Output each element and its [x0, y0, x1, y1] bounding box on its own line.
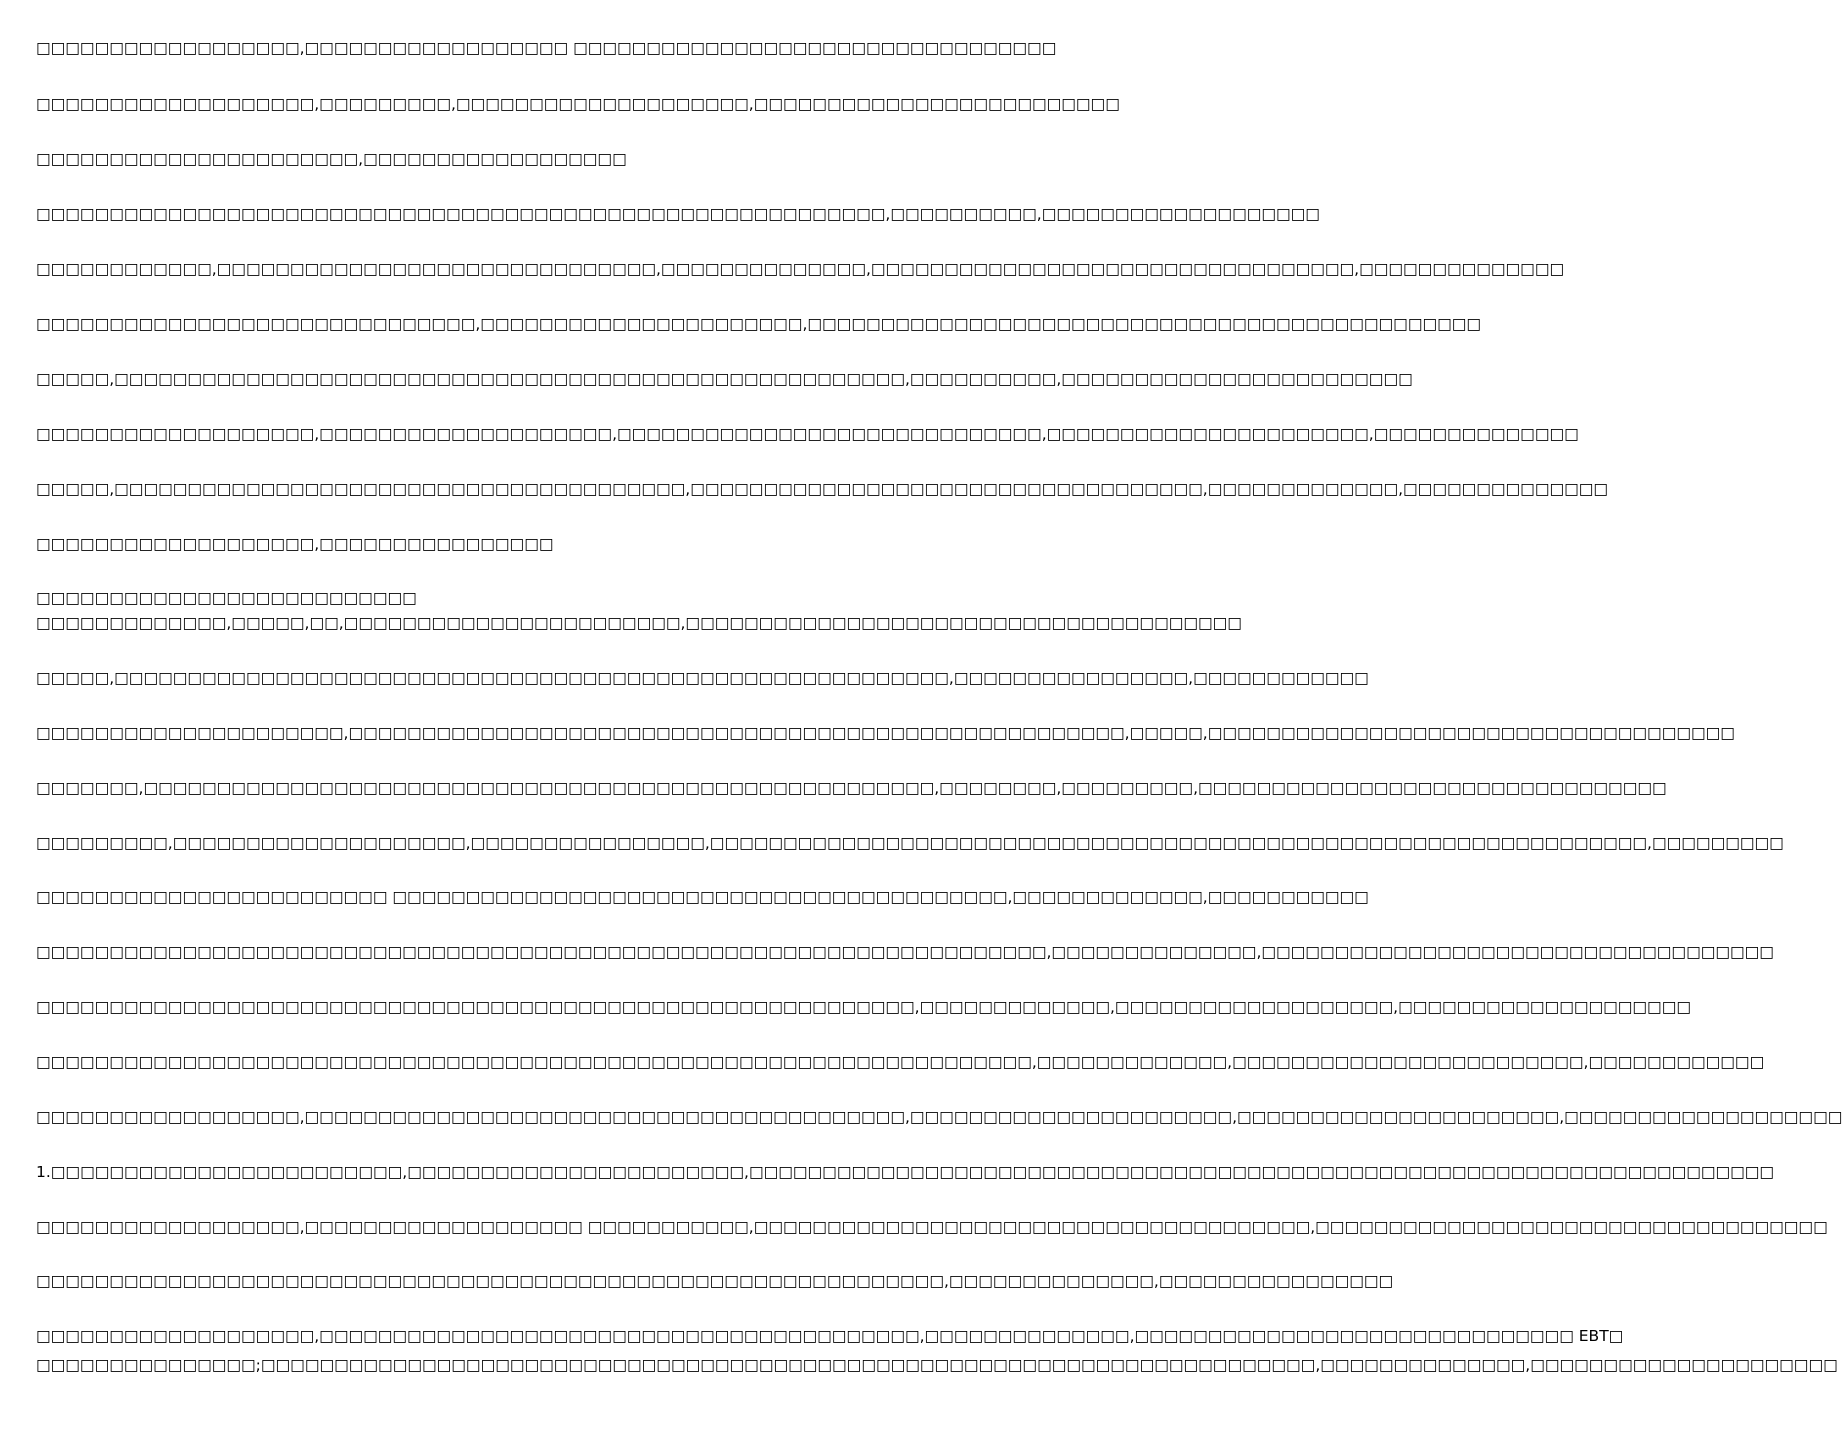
text-line-16: □□□□□□□□□□□□□□□□□□□□□□□□ □□□□□□□□□□□□□□□□□□□□□□□□□□□□□□□□□□□□□□□□□□,□□□□□□□□□□□□□,□□□□□□□□□□□ — [36, 888, 1369, 906]
text-line-22: □□□□□□□□□□□□□□□□□□,□□□□□□□□□□□□□□□□□□□ □□□□□□□□□□□,□□□□□□□□□□□□□□□□□□□□□□□□□□□□□□□□□□□□□□,□□□□□□□□□□□□□□□□□□□□□□□□□□□□□□□□□□□ — [36, 1218, 1828, 1236]
text-line-19: □□□□□□□□□□□□□□□□□□□□□□□□□□□□□□□□□□□□□□□□□□□□□□□□□□□□□□□□□□□□□□□□□□□□,□□□□□□□□□□□□□,□□□□□□□□□□□□□□□□□□□□□□□□,□□□□□□□□□□□□ — [36, 1053, 1765, 1071]
text-line-18: □□□□□□□□□□□□□□□□□□□□□□□□□□□□□□□□□□□□□□□□□□□□□□□□□□□□□□□□□□□□,□□□□□□□□□□□□□,□□□□□□□□□□□□□□□□□□□,□□□□□□□□□□□□□□□□□□□□ — [36, 998, 1691, 1016]
text-line-15: □□□□□□□□□,□□□□□□□□□□□□□□□□□□□□,□□□□□□□□□□□□□□□□,□□□□□□□□□□□□□□□□□□□□□□□□□□□□□□□□□□□□□□□□□□□□□□□□□□□□□□□□□□□□□□□□,□□□□□□□□□ — [36, 834, 1784, 852]
text-line-11: □□□□□□□□□□□□□,□□□□□,□□,□□□□□□□□□□□□□□□□□□□□□□□,□□□□□□□□□□□□□□□□□□□□□□□□□□□□□□□□□□□□□□ — [36, 614, 1242, 632]
section-heading: □□□□□□□□□□□□□□□□□□□□□□□□□□ — [36, 589, 417, 607]
text-line-1: □□□□□□□□□□□□□□□□□□,□□□□□□□□□□□□□□□□□□ □□□□□□□□□□□□□□□□□□□□□□□□□□□□□□□□□ — [36, 39, 1057, 57]
text-line-8: □□□□□□□□□□□□□□□□□□□,□□□□□□□□□□□□□□□□□□□□,□□□□□□□□□□□□□□□□□□□□□□□□□□□□□,□□□□□□□□□□□□□□□□□□□□□□,□□□□□□□□□□□□□□ — [36, 425, 1579, 443]
text-line-3: □□□□□□□□□□□□□□□□□□□□□□,□□□□□□□□□□□□□□□□□□ — [36, 150, 627, 168]
text-line-4: □□□□□□□□□□□□□□□□□□□□□□□□□□□□□□□□□□□□□□□□□□□□□□□□□□□□□□□□□□,□□□□□□□□□□,□□□□□□□□□□□□□□□□□□□ — [36, 205, 1320, 223]
text-line-6: □□□□□□□□□□□□□□□□□□□□□□□□□□□□□□,□□□□□□□□□□□□□□□□□□□□□□,□□□□□□□□□□□□□□□□□□□□□□□□□□□□□□□□□□□□□□□□□□□□□□ — [36, 315, 1482, 333]
text-line-10: □□□□□□□□□□□□□□□□□□□,□□□□□□□□□□□□□□□□ — [36, 535, 554, 553]
text-line-24: □□□□□□□□□□□□□□□□□□□,□□□□□□□□□□□□□□□□□□□□□□□□□□□□□□□□□□□□□□□□□,□□□□□□□□□□□□□□,□□□□□□□□□□□□□□□□□□□□□□□□□□□□□□ EBT□ — [36, 1327, 1624, 1345]
text-line-17: □□□□□□□□□□□□□□□□□□□□□□□□□□□□□□□□□□□□□□□□□□□□□□□□□□□□□□□□□□□□□□□□□□□□□,□□□□□□□□□□□□□□,□□□□□□□□□□□□□□□□□□□□□□□□□□□□□□□□□□□ — [36, 943, 1774, 961]
text-line-12: □□□□□,□□□□□□□□□□□□□□□□□□□□□□□□□□□□□□□□□□□□□□□□□□□□□□□□□□□□□□□□□,□□□□□□□□□□□□□□□□,□□□□□□□□□□□□ — [36, 669, 1369, 687]
text-line-21: 1.□□□□□□□□□□□□□□□□□□□□□□□□,□□□□□□□□□□□□□□□□□□□□□□□,□□□□□□□□□□□□□□□□□□□□□□□□□□□□□□□□□□□□□□□□□□□□□□□□□□□□□□□□□□□□□□□□□□□□□□ — [36, 1163, 1775, 1181]
text-line-14: □□□□□□□,□□□□□□□□□□□□□□□□□□□□□□□□□□□□□□□□□□□□□□□□□□□□□□□□□□□□□□,□□□□□□□□,□□□□□□□□□,□□□□□□□□□□□□□□□□□□□□□□□□□□□□□□□□ — [36, 779, 1667, 797]
text-line-23: □□□□□□□□□□□□□□□□□□□□□□□□□□□□□□□□□□□□□□□□□□□□□□□□□□□□□□□□□□□□□□,□□□□□□□□□□□□□□,□□□□□□□□□□□□□□□□ — [36, 1272, 1394, 1290]
text-line-13: □□□□□□□□□□□□□□□□□□□□□,□□□□□□□□□□□□□□□□□□□□□□□□□□□□□□□□□□□□□□□□□□□□□□□□□□□□□,□□□□□,□□□□□□□□□□□□□□□□□□□□□□□□□□□□□□□□□□□□ — [36, 724, 1735, 742]
text-line-2: □□□□□□□□□□□□□□□□□□□,□□□□□□□□□,□□□□□□□□□□□□□□□□□□□□,□□□□□□□□□□□□□□□□□□□□□□□□□ — [36, 95, 1120, 113]
text-line-5: □□□□□□□□□□□□,□□□□□□□□□□□□□□□□□□□□□□□□□□□□□□,□□□□□□□□□□□□□□,□□□□□□□□□□□□□□□□□□□□□□□□□□□□□□□□□,□□□□□□□□□□□□□□ — [36, 260, 1565, 278]
text-line-7: □□□□□,□□□□□□□□□□□□□□□□□□□□□□□□□□□□□□□□□□□□□□□□□□□□□□□□□□□□□□,□□□□□□□□□□,□□□□□□□□□□□□□□□□□□□□□□□□ — [36, 370, 1413, 388]
text-line-25: □□□□□□□□□□□□□□□;□□□□□□□□□□□□□□□□□□□□□□□□□□□□□□□□□□□□□□□□□□□□□□□□□□□□□□□□□□□□□□□□□□□□□□□□,□□□□□□□□□□□□□□,□□□□□□□□□□□□□□□□□□□□□ — [36, 1356, 1838, 1374]
text-line-20: □□□□□□□□□□□□□□□□□□,□□□□□□□□□□□□□□□□□□□□□□□□□□□□□□□□□□□□□□□□□,□□□□□□□□□□□□□□□□□□□□□□,□□□□□□□□□□□□□□□□□□□□□□,□□□□□□□□□□□□□□□□□□□ — [36, 1108, 1842, 1126]
text-line-9: □□□□□,□□□□□□□□□□□□□□□□□□□□□□□□□□□□□□□□□□□□□□□,□□□□□□□□□□□□□□□□□□□□□□□□□□□□□□□□□□□,□□□□□□□□□□□□□,□□□□□□□□□□□□□□ — [36, 480, 1609, 498]
